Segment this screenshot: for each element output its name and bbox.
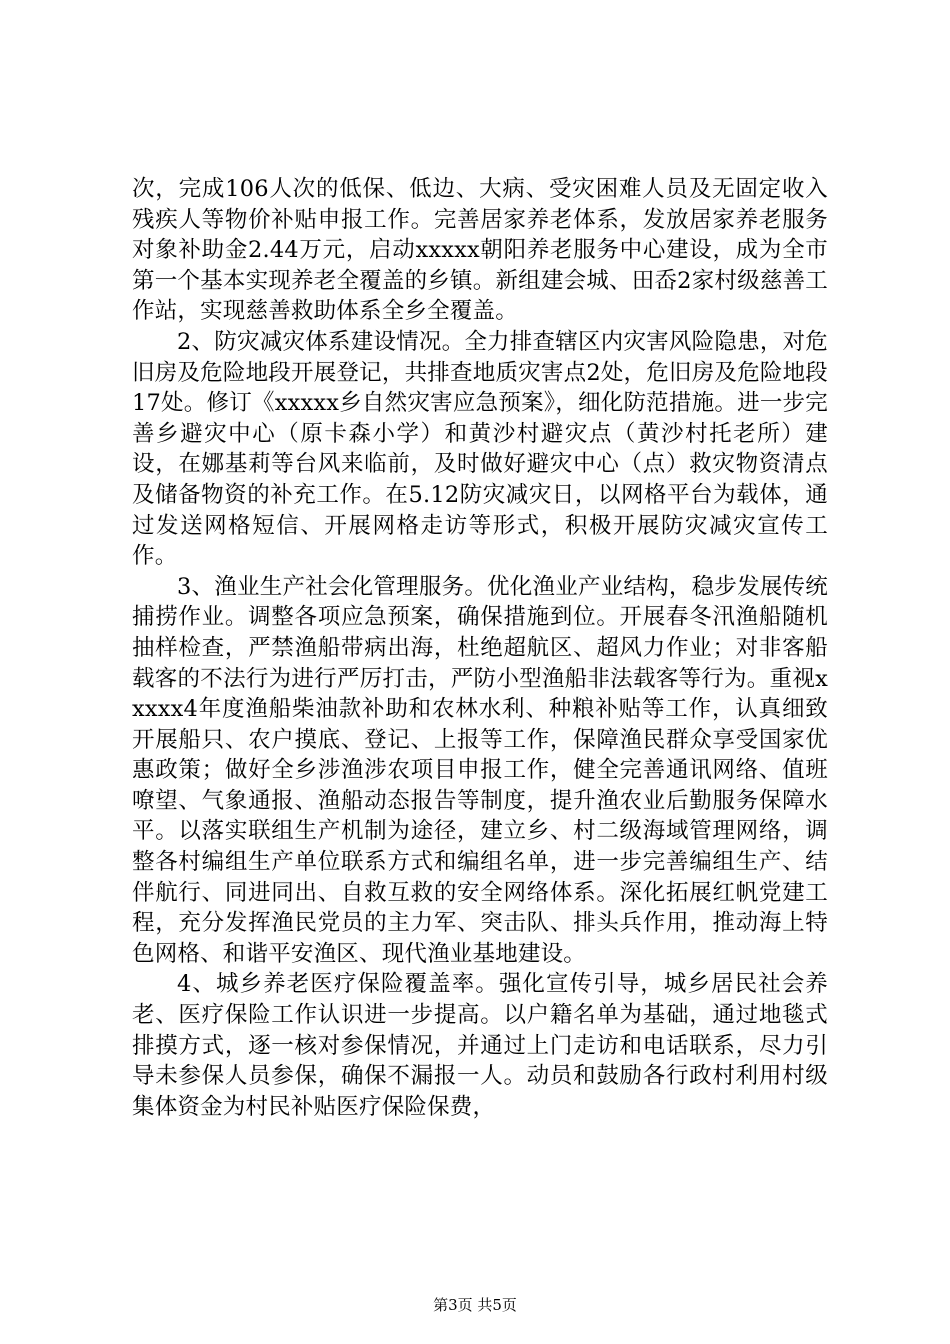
page-number-footer: 第3页 共5页: [433, 1296, 517, 1314]
paragraph-social-assistance: 次，完成106人次的低保、低边、大病、受灾困难人员及无固定收入残疾人等物价补贴申报工作。完善居家养老体系，发放居家养老服务对象补助金2.44万元，启动xxxxx朝阳养老服务中心建设，成为全市第一个基本实现养老全覆盖的乡镇。新组建会城、田岙2家村级慈善工作站，实现慈善救助体系全乡全覆盖。: [132, 176, 828, 325]
document-body: [132, 174, 828, 1122]
paragraph-fishery-management: 3、渔业生产社会化管理服务。优化渔业产业结构，稳步发展传统捕捞作业。调整各项应急预案，确保措施到位。开展春冬汛渔船随机抽样检查，严禁渔船带病出海，杜绝超航区、超风力作业；对非客船载客的不法行为进行严厉打击，严防小型渔船非法载客等行为。重视xxxxx4年度渔船柴油款补助和农林水利、种粮补贴等工作，认真细致开展船只、农户摸底、登记、上报等工作，保障渔民群众享受国家优惠政策；做好全乡涉渔涉农项目申报工作，健全完善通讯网络、值班嘹望、气象通报、渔船动态报告等制度，提升渔农业后勤服务保障水平。以落实联组生产机制为途径，建立乡、村二级海域管理网络，调整各村编组生产单位联系方式和编组名单，进一步完善编组生产、结伴航行、同进同出、自救互救的安全网络体系。深化拓展红帆党建工程，充分发挥渔民党员的主力军、突击队、排头兵作用，推动海上特色网格、和谐平安渔区、现代渔业基地建设。: [132, 573, 828, 967]
paragraph-disaster-prevention: 2、防灾减灾体系建设情况。全力排查辖区内灾害风险隐患，对危旧房及危险地段开展登记，共排查地质灾害点2处，危旧房及危险地段17处。修订《xxxxx乡自然灾害应急预案》，细化防范措施。进一步完善乡避灾中心（原卡森小学）和黄沙村避灾点（黄沙村托老所）建设，在娜基莉等台风来临前，及时做好避灾中心（点）救灾物资清点及储备物资的补充工作。在5.12防灾减灾日，以网格平台为载体，通过发送网格短信、开展网格走访等形式，积极开展防灾减灾宣传工作。: [132, 328, 828, 570]
paragraph-insurance-coverage: 4、城乡养老医疗保险覆盖率。强化宣传引导，城乡居民社会养老、医疗保险工作认识进一步提高。以户籍名单为基础，通过地毯式排摸方式，逐一核对参保情况，并通过上门走访和电话联系，尽力引导未参保人员参保，确保不漏报一人。动员和鼓励各行政村利用村级集体资金为村民补贴医疗保险保费，: [132, 971, 828, 1120]
